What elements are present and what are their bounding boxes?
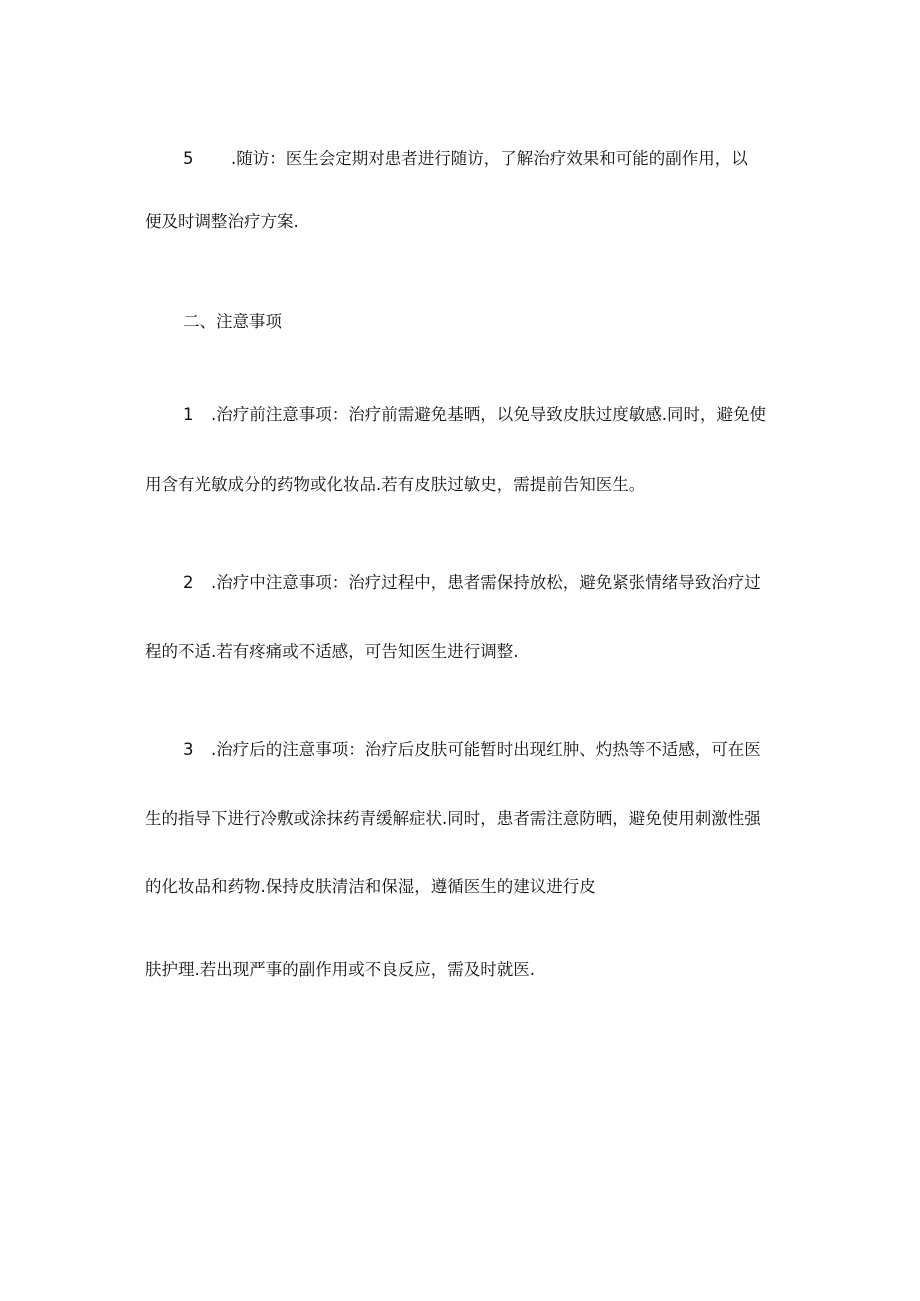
paragraph-5-number: 5 (183, 149, 194, 168)
paragraph-1-line-1 (183, 403, 766, 427)
paragraph-3-line-3: 的化妆品和药物.保持皮肤清洁和保湿，遵循医生的建议进行皮 (145, 877, 596, 896)
paragraph-1-text-1: .治疗前注意事项：治疗前需避免基晒，以免导致皮肤过度敏感.同时，避免使 (211, 405, 766, 424)
paragraph-5-text-1: .随访：医生会定期对患者进行随访，了解治疗效果和可能的副作用，以 (231, 149, 748, 168)
paragraph-5-line-2: 便及时调整治疗方案. (145, 212, 299, 231)
paragraph-3-number: 3 (183, 740, 194, 759)
section-heading: 二、注意事项 (183, 312, 282, 331)
paragraph-2-line-1 (183, 571, 761, 595)
paragraph-1-number: 1 (183, 405, 194, 424)
paragraph-3-line-1 (183, 738, 761, 762)
paragraph-3-line-2: 生的指导下进行冷敷或涂抹药青缓解症状.同时，患者需注意防晒，避免使用刺激性强 (145, 809, 761, 828)
paragraph-2-text-1: .治疗中注意事项：治疗过程中，患者需保持放松，避免紧张情绪导致治疗过 (211, 573, 761, 592)
paragraph-2-line-2: 程的不适.若有疼痛或不适感，可告知医生进行调整. (145, 642, 519, 661)
paragraph-3-text-1: .治疗后的注意事项：治疗后皮肤可能暂时出现红肿、灼热等不适感，可在医 (211, 740, 761, 759)
paragraph-2-number: 2 (183, 573, 194, 592)
paragraph-5-line-1 (183, 147, 748, 171)
paragraph-1-line-2: 用含有光敏成分的药物或化妆品.若有皮肤过敏史，需提前告知医生。 (145, 475, 646, 494)
paragraph-3-line-4: 肤护理.若出现严事的副作用或不良反应，需及时就医. (145, 960, 535, 979)
